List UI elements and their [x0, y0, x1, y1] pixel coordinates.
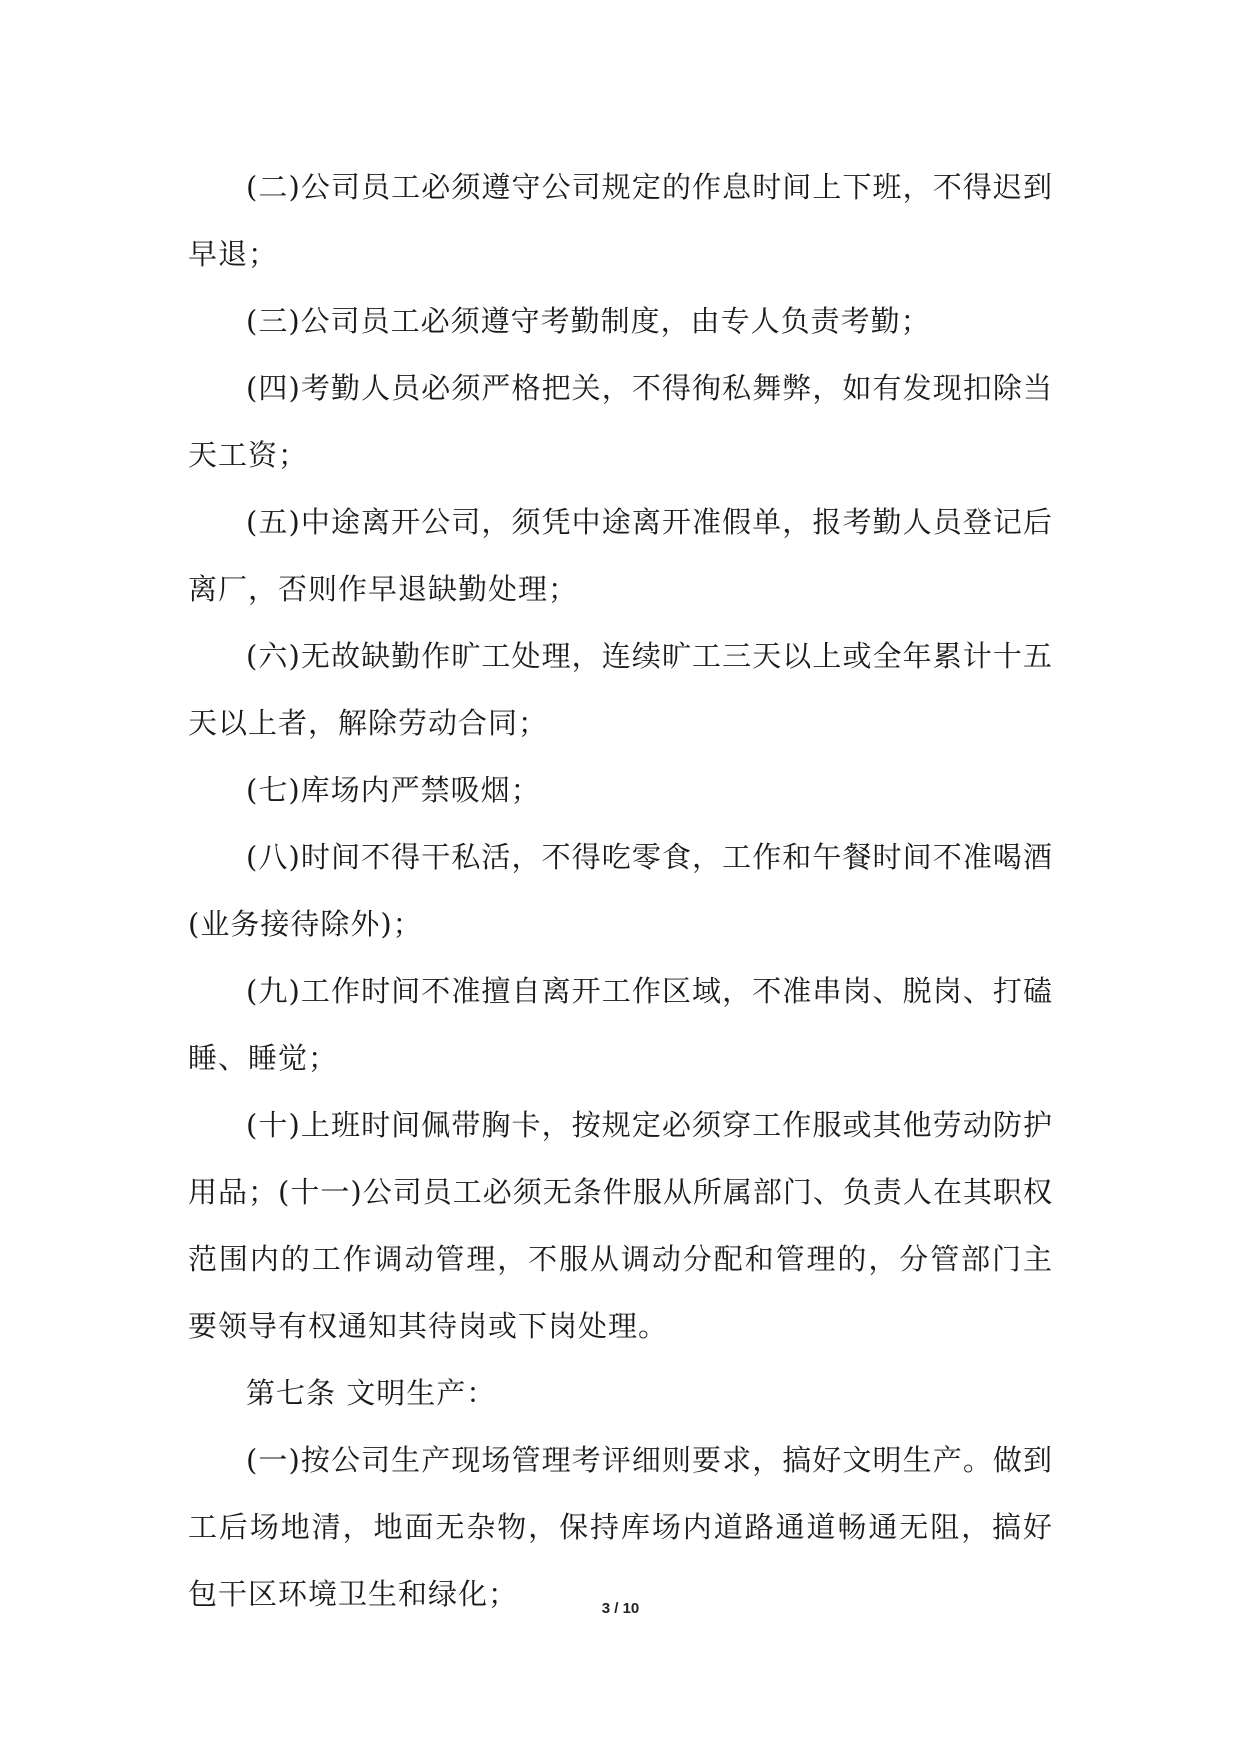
paragraph: (四)考勤人员必须严格把关，不得徇私舞弊，如有发现扣除当天工资； [188, 371, 1053, 472]
paragraph: (二)公司员工必须遵守公司规定的作息时间上下班，不得迟到早退； [188, 170, 1053, 271]
document-body [188, 154, 1053, 1628]
paragraph: (六)无故缺勤作旷工处理，连续旷工三天以上或全年累计十五天以上者，解除劳动合同； [188, 639, 1053, 740]
page-number: 3 / 10 [601, 1600, 640, 1617]
paragraph: (一)按公司生产现场管理考评细则要求，搞好文明生产。做到工后场地清，地面无杂物，保持库场内道路通道畅通无阻，搞好包干区环境卫生和绿化； [188, 1443, 1053, 1611]
paragraph: (五)中途离开公司，须凭中途离开准假单，报考勤人员登记后离厂，否则作早退缺勤处理； [188, 505, 1053, 606]
paragraph: (三)公司员工必须遵守考勤制度，由专人负责考勤； [246, 304, 931, 338]
section-heading: 第七条 文明生产： [246, 1376, 497, 1410]
paragraph: (七)库场内严禁吸烟； [246, 773, 541, 807]
paragraph: (八)时间不得干私活，不得吃零食，工作和午餐时间不准喝酒(业务接待除外)； [188, 840, 1053, 941]
paragraph: (十)上班时间佩带胸卡，按规定必须穿工作服或其他劳动防护用品；(十一)公司员工必须无条件服从所属部门、负责人在其职权范围内的工作调动管理，不服从调动分配和管理的，分管部门主要领导有权通知其待岗或下岗处理。 [188, 1108, 1053, 1343]
paragraph: (九)工作时间不准擅自离开工作区域，不准串岗、脱岗、打磕睡、睡觉； [188, 974, 1053, 1075]
